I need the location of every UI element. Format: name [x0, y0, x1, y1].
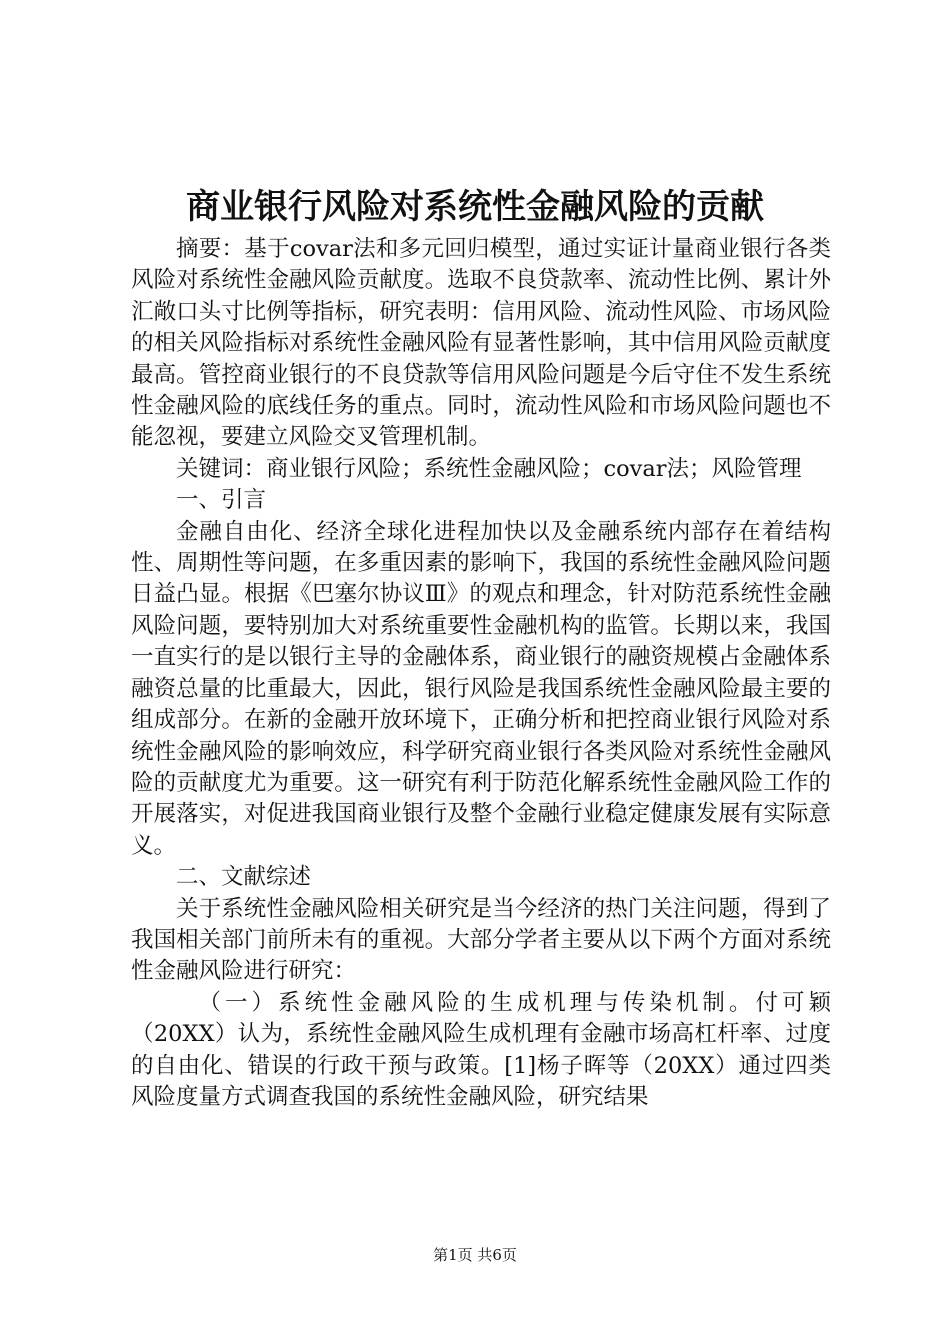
introduction-paragraph: 金融自由化、经济全球化进程加快以及金融系统内部存在着结构性、周期性等问题，在多重因素的影响下，我国的系统性金融风险问题日益凸显。根据《巴塞尔协议Ⅲ》的观点和理念，针对防范系统性金融风险问题，要特别加大对系统重要性金融机构的监管。长期以来，我国一直实行的是以银行主导的金融体系，商业银行的融资规模占金融体系融资总量的比重最大，因此，银行风险是我国系统性金融风险最主要的组成部分。在新的金融开放环境下，正确分析和把控商业银行风险对系统性金融风险的影响效应，科学研究商业银行各类风险对系统性金融风险的贡献度尤为重要。这一研究有利于防范化解系统性金融风险工作的开展落实，对促进我国商业银行及整个金融行业稳定健康发展有实际意义。 — [131, 518, 831, 859]
subsection-paragraph: （一）系统性金融风险的生成机理与传染机制。付可颖（20XX）认为，系统性金融风险生成机理有金融市场高杠杆率、过度的自由化、错误的行政干预与政策。[1]杨子晖等（20XX）通过四类风险度量方式调查我国的系统性金融风险，研究结果 — [131, 989, 831, 1110]
section-heading-introduction: 一、引言 — [176, 487, 267, 514]
literature-review-paragraph: 关于系统性金融风险相关研究是当今经济的热门关注问题，得到了我国相关部门前所未有的重视。大部分学者主要从以下两个方面对系统性金融风险进行研究： — [131, 895, 831, 985]
abstract-paragraph: 摘要：基于covar法和多元回归模型，通过实证计量商业银行各类风险对系统性金融风险贡献度。选取不良贷款率、流动性比例、累计外汇敞口头寸比例等指标，研究表明：信用风险、流动性风险、市场风险的相关风险指标对系统性金融风险有显著性影响，其中信用风险贡献度最高。管控商业银行的不良贷款等信用风险问题是今后守住不发生系统性金融风险的底线任务的重点。同时，流动性风险和市场风险问题也不能忽视，要建立风险交叉管理机制。 — [131, 236, 831, 451]
document-body — [131, 234, 831, 1113]
keywords-paragraph: 关键词：商业银行风险；系统性金融风险；covar法；风险管理 — [176, 455, 802, 482]
document-title: 商业银行风险对系统性金融风险的贡献 — [186, 187, 764, 227]
page-footer: 第1页 共6页 — [433, 1246, 517, 1264]
section-heading-literature-review: 二、文献综述 — [176, 864, 312, 891]
